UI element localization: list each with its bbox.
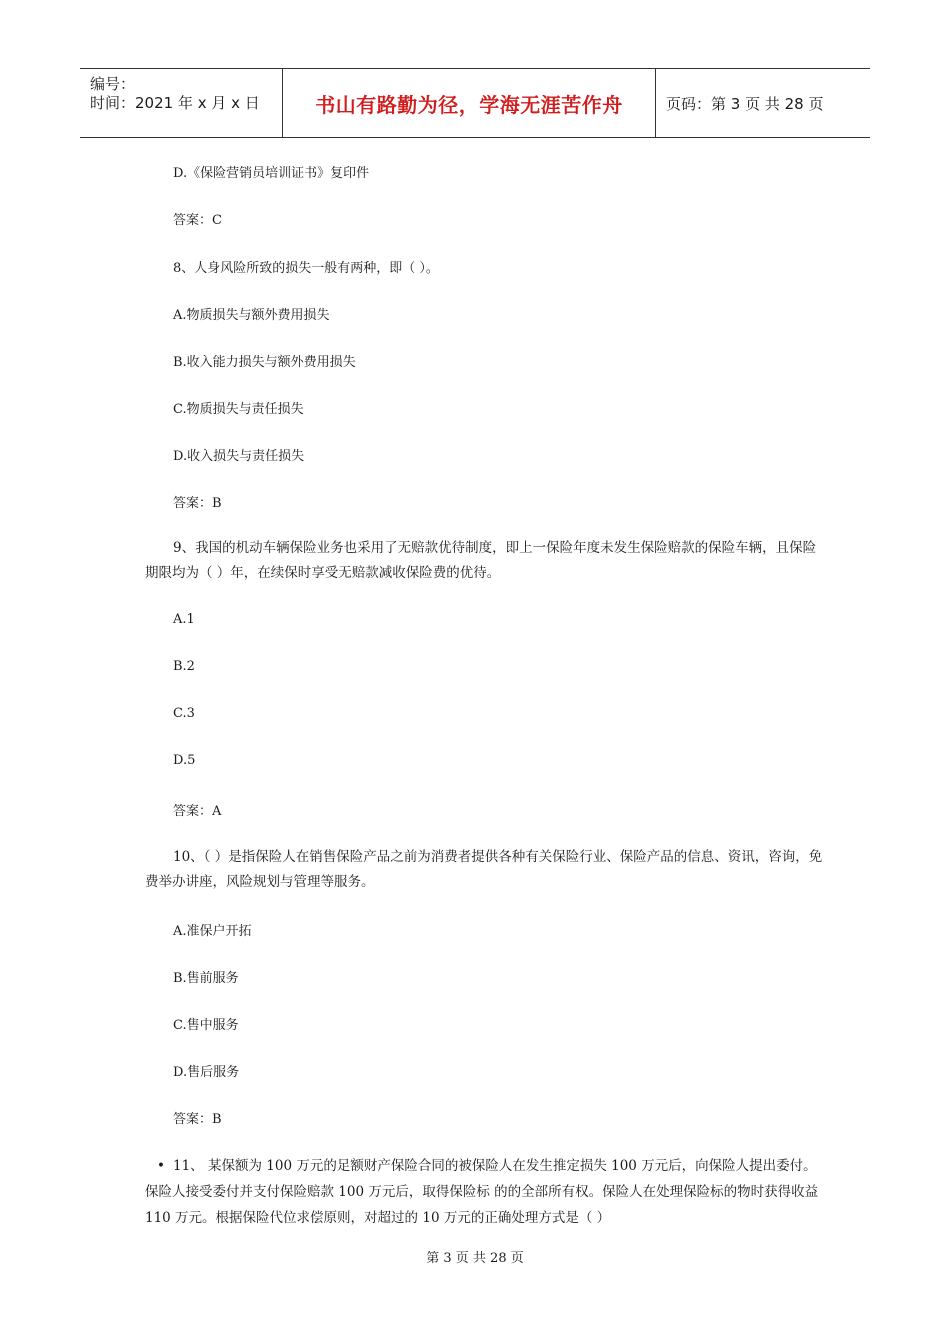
page-header (80, 68, 870, 138)
header-motto: 书山有路勤为径，学海无涯苦作舟 (315, 92, 623, 117)
page-footer: 第 3 页 共 28 页 (426, 1251, 524, 1266)
q10-option-a: A.准保户开拓 (173, 924, 252, 939)
q11-question: 11、 某保额为 100 万元的足额财产保险合同的被保险人在发生推定损失 100 万元后，向保险人提出委付。保险人接受委付并支付保险赔款 100 万元后，取得保险标 的的全部所有权。保险人在处理保险标的物时获得收益 110 万元。根据保险代位求偿原则，对超过的 10 万元的正确处理方式是（ ） (145, 1158, 819, 1226)
header-motto-cell (283, 69, 656, 137)
header-meta (80, 69, 283, 137)
q10-question: 10、（ ）是指保险人在销售保险产品之前为消费者提供各种有关保险行业、保险产品的信息、资讯，咨询，免费举办讲座，风险规划与管理等服务。 (145, 849, 823, 890)
q8-option-a: A.物质损失与额外费用损失 (173, 308, 330, 323)
q8-option-b: B.收入能力损失与额外费用损失 (173, 355, 356, 370)
q10-answer: 答案：B (173, 1112, 222, 1127)
q9-option-d: D.5 (173, 753, 196, 768)
q10-option-c: C.售中服务 (173, 1018, 239, 1033)
doc-number-label: 编号： (90, 75, 136, 93)
q8-option-d: D.收入损失与责任损失 (173, 449, 305, 464)
q7-option-d: D.《保险营销员培训证书》复印件 (173, 166, 370, 181)
q11-block (145, 1153, 825, 1231)
q9-option-a: A.1 (173, 612, 195, 627)
q9-answer: 答案：A (173, 804, 222, 819)
q9-option-c: C.3 (173, 706, 195, 721)
q8-question: 8、人身风险所致的损失一般有两种，即（ ）。 (173, 261, 439, 276)
q8-answer: 答案：B (173, 496, 222, 511)
q7-answer: 答案：C (173, 213, 222, 228)
header-page-info: 页码：第 3 页 共 28 页 (666, 94, 824, 113)
q10-option-d: D.售后服务 (173, 1065, 240, 1080)
bullet-icon: • (157, 1158, 165, 1174)
doc-date-label: 时间：2021 年 x 月 x 日 (90, 94, 260, 112)
q10-option-b: B.售前服务 (173, 971, 239, 986)
q9-question: 9、我国的机动车辆保险业务也采用了无赔款优待制度，即上一保险年度未发生保险赔款的保险车辆，且保险期限均为（ ）年，在续保时享受无赔款减收保险费的优待。 (145, 540, 817, 581)
q8-option-c: C.物质损失与责任损失 (173, 402, 304, 417)
q9-option-b: B.2 (173, 659, 195, 674)
